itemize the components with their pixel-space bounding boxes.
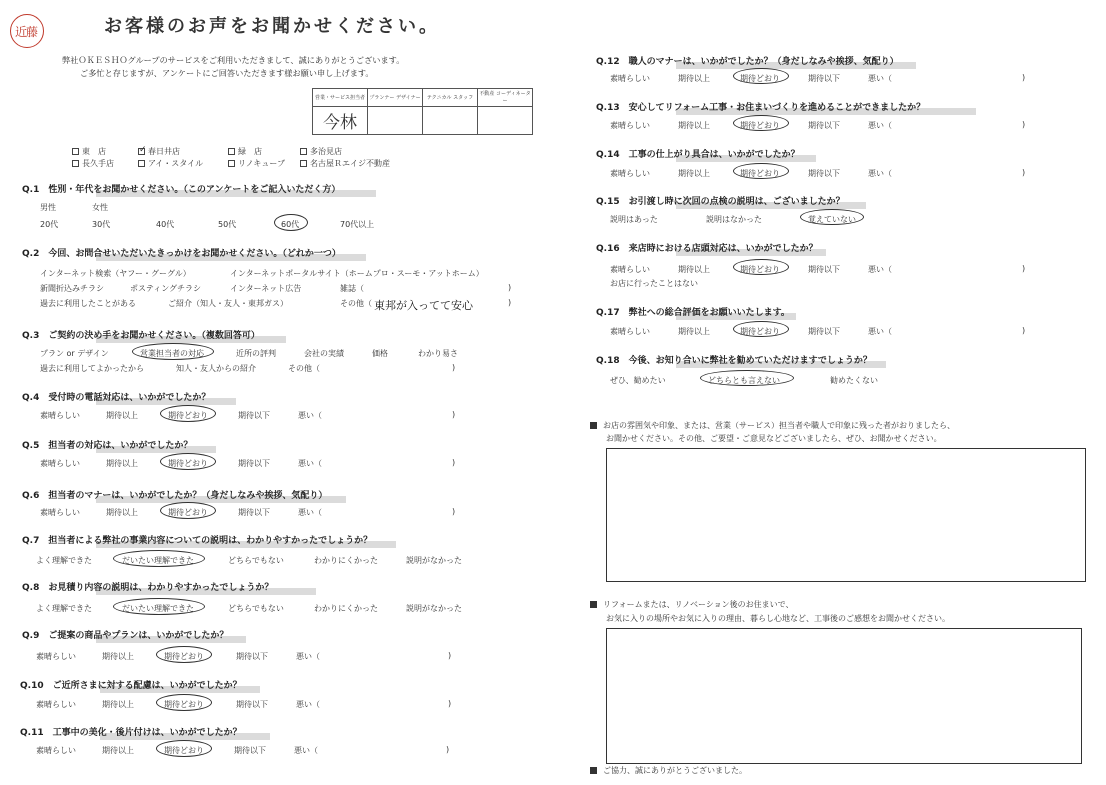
square-bullet-icon <box>590 601 597 608</box>
q3-option-clarity[interactable]: わかり易さ <box>418 349 458 358</box>
q8-option-neutral[interactable]: どちらでもない <box>228 604 284 613</box>
q5-selected-circle <box>160 453 216 470</box>
q4-option-excellent[interactable]: 素晴らしい <box>40 411 80 420</box>
q3-selected-circle <box>132 343 214 360</box>
q2-option-portal[interactable]: インターネットポータルサイト（ホームプロ・スーモ・アットホーム） <box>230 269 484 278</box>
q3-option-staff[interactable]: 営業担当者の対応 <box>140 349 204 358</box>
store-checkbox-istyle[interactable] <box>138 158 203 169</box>
q9-question <box>22 628 228 641</box>
q10-bad-close: ) <box>448 699 452 708</box>
comment1-prompt-line1 <box>590 420 955 431</box>
q18-selected-circle <box>700 370 794 386</box>
q16-selected-circle <box>733 259 789 275</box>
square-bullet-icon <box>590 767 597 774</box>
q10-number: Q.10 <box>20 681 44 691</box>
q1-question <box>22 182 340 195</box>
q1-text: 性別・年代をお聞かせください。（このアンケートをご記入いただく方） <box>48 185 341 195</box>
checkbox-icon <box>72 160 79 167</box>
q14-number: Q.14 <box>596 150 620 160</box>
q9-option-bad[interactable]: 悪い（ <box>296 652 320 661</box>
q11-number: Q.11 <box>20 728 44 738</box>
q2-other-close: ) <box>508 298 512 307</box>
q12-selected-circle <box>733 68 789 84</box>
checkbox-icon <box>72 148 79 155</box>
q12-text: 職人のマナーは、いかがでしたか？（身だしなみや挨拶、気配り） <box>628 57 899 67</box>
comment1-prompt-line2: お聞かせください。その他、ご要望・ご意見などございましたら、ぜひ、お聞かせください。 <box>606 434 942 443</box>
q9-selected-circle <box>156 646 212 663</box>
q18-question <box>596 353 872 366</box>
staff-value-technical[interactable] <box>423 107 478 135</box>
q11-bad-close: ) <box>446 745 450 754</box>
q5-option-excellent[interactable]: 素晴らしい <box>40 459 80 468</box>
q14-option-above[interactable]: 期待以上 <box>678 169 710 178</box>
store-checkbox-kasugai[interactable] <box>138 146 180 157</box>
checkbox-icon <box>228 148 235 155</box>
store-checkbox-higashi[interactable] <box>72 146 106 157</box>
store-label: 長久手店 <box>82 159 114 168</box>
store-checkbox-nagoya-r[interactable] <box>300 158 390 169</box>
intro-line-2: ご多忙と存じますが、アンケートにご回答いただきます様お願い申し上げます。 <box>80 68 374 78</box>
q1-option-20s[interactable]: 20代 <box>40 220 59 229</box>
q6-bad-close: ) <box>452 507 456 516</box>
q12-option-above[interactable]: 期待以上 <box>678 74 710 83</box>
q4-option-above[interactable]: 期待以上 <box>106 411 138 420</box>
q16-option-bad[interactable]: 悪い（ <box>868 265 892 274</box>
q13-text: 安心してリフォーム工事・お住まいづくりを進めることができましたか？ <box>628 103 926 113</box>
q16-question <box>596 241 818 254</box>
staff-header-realestate: 不動産 コーディネーター <box>478 89 533 107</box>
q17-option-bad[interactable]: 悪い（ <box>868 327 892 336</box>
staff-value-realestate[interactable] <box>478 107 533 135</box>
q4-bad-close: ) <box>452 410 456 419</box>
q10-option-above[interactable]: 期待以上 <box>102 700 134 709</box>
q8-number: Q.8 <box>22 583 40 593</box>
check-mark-icon: ✓ <box>139 145 147 155</box>
store-label: 名古屋Ｒエイジ不動産 <box>310 159 390 168</box>
checkbox-icon <box>228 160 235 167</box>
q16-option-expected[interactable]: 期待どおり <box>740 265 780 274</box>
store-checkbox-renocube[interactable] <box>228 158 285 169</box>
q7-option-none[interactable]: 説明がなかった <box>406 556 462 565</box>
checkbox-icon <box>300 148 307 155</box>
q5-question <box>22 438 192 451</box>
q18-number: Q.18 <box>596 356 620 366</box>
q4-selected-circle <box>160 405 216 422</box>
comment1-text1: お店の雰囲気や印象、または、営業（サービス）担当者や職人で印象に残った者がおりましたら、 <box>603 421 955 430</box>
q15-number: Q.15 <box>596 197 620 207</box>
q13-option-above[interactable]: 期待以上 <box>678 121 710 130</box>
q14-option-expected[interactable]: 期待どおり <box>740 169 780 178</box>
q2-text: 今回、お問合せいただいたきっかけをお聞かせください。（どれか一つ） <box>48 249 341 259</box>
comment2-prompt-line2: お気に入りの場所やお気に入りの理由、暮らし心地など、工事後のご感想をお聞かせください。 <box>606 614 950 623</box>
q13-selected-circle <box>733 115 789 131</box>
q4-text: 受付時の電話対応は、いかがでしたか？ <box>48 393 211 403</box>
q4-number: Q.4 <box>22 393 40 403</box>
page-title: お客様のお声をお聞かせください。 <box>104 16 440 37</box>
q5-number: Q.5 <box>22 441 40 451</box>
comment2-text1: リフォームまたは、リノベーション後のお住まいで、 <box>603 600 794 609</box>
q11-option-bad[interactable]: 悪い（ <box>294 746 318 755</box>
q7-option-neutral[interactable]: どちらでもない <box>228 556 284 565</box>
q12-option-bad[interactable]: 悪い（ <box>868 74 892 83</box>
q10-text: ご近所さまに対する配慮は、いかがでしたか？ <box>52 681 242 691</box>
q3-option-price[interactable]: 価格 <box>372 349 388 358</box>
q10-question <box>20 678 242 691</box>
q16-option-above[interactable]: 期待以上 <box>678 265 710 274</box>
q18-option-not-recommend[interactable]: 勧めたくない <box>830 376 878 385</box>
store-label: 東 店 <box>82 147 106 156</box>
q15-option-dontremember[interactable]: 覚えていない <box>808 215 856 224</box>
q2-option-referral[interactable]: ご紹介（知人・友人・東邦ガス） <box>168 299 288 308</box>
checkbox-checked-icon <box>138 145 147 155</box>
q17-option-above[interactable]: 期待以上 <box>678 327 710 336</box>
q18-option-recommend[interactable]: ぜひ、勧めたい <box>610 376 666 385</box>
q9-option-above[interactable]: 期待以上 <box>102 652 134 661</box>
thanks-message <box>590 765 747 776</box>
q2-option-other[interactable]: その他（ <box>340 299 372 308</box>
q4-option-below[interactable]: 期待以下 <box>238 411 270 420</box>
q12-bad-close: ) <box>1022 73 1026 82</box>
square-bullet-icon <box>590 422 597 429</box>
q12-number: Q.12 <box>596 57 620 67</box>
q2-option-posting[interactable]: ポスティングチラシ <box>130 284 202 293</box>
q8-option-none[interactable]: 説明がなかった <box>406 604 462 613</box>
q6-number: Q.6 <box>22 491 40 501</box>
q7-text: 担当者による弊社の事業内容についての説明は、わかりやすかったでしょうか？ <box>48 536 373 546</box>
q15-question <box>596 194 845 207</box>
q12-option-excellent[interactable]: 素晴らしい <box>610 74 650 83</box>
q11-question <box>20 725 242 738</box>
q1-option-50s[interactable]: 50代 <box>218 220 237 229</box>
q10-option-bad[interactable]: 悪い（ <box>296 700 320 709</box>
q1-option-male[interactable]: 男性 <box>40 203 56 212</box>
q2-option-search[interactable]: インターネット検索（ヤフー・グーグル） <box>40 269 191 278</box>
q17-option-excellent[interactable]: 素晴らしい <box>610 327 650 336</box>
q2-option-magazine[interactable]: 雑誌（ <box>340 284 364 293</box>
q12-option-below[interactable]: 期待以下 <box>808 74 840 83</box>
staff-header-planner: プランナー デザイナー <box>368 89 423 107</box>
checkbox-icon <box>300 160 307 167</box>
q11-option-excellent[interactable]: 素晴らしい <box>36 746 76 755</box>
q18-text: 今後、お知り合いに弊社を勧めていただけますでしょうか？ <box>628 356 872 366</box>
q5-option-above[interactable]: 期待以上 <box>106 459 138 468</box>
q16-bad-close: ) <box>1022 264 1026 273</box>
q1-option-30s[interactable]: 30代 <box>92 220 111 229</box>
q5-text: 担当者の対応は、いかがでしたか？ <box>48 441 193 451</box>
q8-option-mostly[interactable]: だいたい理解できた <box>122 604 194 613</box>
store-label: 春日井店 <box>148 147 180 156</box>
q6-option-bad[interactable]: 悪い（ <box>298 508 322 517</box>
q6-option-above[interactable]: 期待以上 <box>106 508 138 517</box>
q9-option-excellent[interactable]: 素晴らしい <box>36 652 76 661</box>
q4-option-expected[interactable]: 期待どおり <box>168 411 208 420</box>
q1-option-female[interactable]: 女性 <box>92 203 108 212</box>
q11-option-above[interactable]: 期待以上 <box>102 746 134 755</box>
q3-text: ご契約の決め手をお聞かせください。（複数回答可） <box>48 331 260 341</box>
q3-option-plan[interactable]: プラン or デザイン <box>40 349 109 358</box>
q16-number: Q.16 <box>596 244 620 254</box>
q3-option-record[interactable]: 会社の実績 <box>304 349 344 358</box>
q11-selected-circle <box>156 740 212 757</box>
q9-number: Q.9 <box>22 631 40 641</box>
q16-option-excellent[interactable]: 素晴らしい <box>610 265 650 274</box>
q7-question <box>22 533 372 546</box>
q16-option-below[interactable]: 期待以下 <box>808 265 840 274</box>
q2-question <box>22 246 341 259</box>
q2-handwritten-answer[interactable]: 東邦が入ってて安心 <box>374 299 473 312</box>
q11-text: 工事中の美化・後片付けは、いかがでしたか？ <box>52 728 242 738</box>
q14-text: 工事の仕上がり具合は、いかがでしたか？ <box>628 150 800 160</box>
q6-option-excellent[interactable]: 素晴らしい <box>40 508 80 517</box>
q1-selected-circle <box>274 214 308 231</box>
q2-option-past[interactable]: 過去に利用したことがある <box>40 299 136 308</box>
q14-option-bad[interactable]: 悪い（ <box>868 169 892 178</box>
q17-number: Q.17 <box>596 308 620 318</box>
q2-option-newspaper[interactable]: 新聞折込みチラシ <box>40 284 104 293</box>
store-checkbox-tajimi[interactable] <box>300 146 342 157</box>
q8-selected-circle <box>113 598 205 615</box>
q14-bad-close: ) <box>1022 168 1026 177</box>
q17-selected-circle <box>733 321 789 337</box>
q3-option-referral[interactable]: 知人・友人からの紹介 <box>176 364 256 373</box>
q5-bad-close: ) <box>452 458 456 467</box>
q9-option-below[interactable]: 期待以下 <box>236 652 268 661</box>
q1-option-40s[interactable]: 40代 <box>156 220 175 229</box>
q4-question <box>22 390 210 403</box>
q10-selected-circle <box>156 694 212 711</box>
q5-option-below[interactable]: 期待以下 <box>238 459 270 468</box>
staff-value-planner[interactable] <box>368 107 423 135</box>
q8-text: お見積り内容の説明は、わかりやすかったでしょうか？ <box>48 583 274 593</box>
q16-text: 来店時における店頭対応は、いかがでしたか？ <box>628 244 818 254</box>
q17-question <box>596 305 790 318</box>
q5-option-bad[interactable]: 悪い（ <box>298 459 322 468</box>
store-label: 多治見店 <box>310 147 342 156</box>
q15-selected-circle <box>800 209 864 225</box>
q9-bad-close: ) <box>448 651 452 660</box>
q6-selected-circle <box>160 502 216 519</box>
q13-option-excellent[interactable]: 素晴らしい <box>610 121 650 130</box>
q8-option-well[interactable]: よく理解できた <box>36 604 92 613</box>
q3-other-close: ) <box>452 363 456 372</box>
q1-option-60s[interactable]: 60代 <box>281 220 300 229</box>
q7-option-well[interactable]: よく理解できた <box>36 556 92 565</box>
company-stamp <box>10 14 44 48</box>
q17-bad-close: ) <box>1022 326 1026 335</box>
q15-text: お引渡し時に次回の点検の説明は、ございましたか？ <box>628 197 845 207</box>
q3-option-other[interactable]: その他（ <box>288 364 320 373</box>
store-label: リノキューブ <box>238 159 285 168</box>
q3-question <box>22 328 260 341</box>
q12-option-expected[interactable]: 期待どおり <box>740 74 780 83</box>
q2-option-ad[interactable]: インターネット広告 <box>230 284 302 293</box>
staff-value-sales[interactable]: 今林 <box>313 107 368 135</box>
q16-option-never-visited[interactable]: お店に行ったことはない <box>610 279 698 288</box>
staff-table <box>312 88 533 135</box>
q2-magazine-close: ) <box>508 283 512 292</box>
store-label: アイ・スタイル <box>148 159 204 168</box>
stamp-text: 近藤 <box>15 25 38 39</box>
q14-question <box>596 147 800 160</box>
q17-option-below[interactable]: 期待以下 <box>808 327 840 336</box>
q8-option-hard[interactable]: わかりにくかった <box>314 604 378 613</box>
q5-option-expected[interactable]: 期待どおり <box>168 459 208 468</box>
q6-option-expected[interactable]: 期待どおり <box>168 508 208 517</box>
q13-question <box>596 100 925 113</box>
q14-option-below[interactable]: 期待以下 <box>808 169 840 178</box>
q13-option-below[interactable]: 期待以下 <box>808 121 840 130</box>
q11-option-expected[interactable]: 期待どおり <box>164 746 204 755</box>
staff-header-sales: 営業・サービス担当者 <box>313 89 368 107</box>
q10-option-expected[interactable]: 期待どおり <box>164 700 204 709</box>
q6-option-below[interactable]: 期待以下 <box>238 508 270 517</box>
q15-option-no[interactable]: 説明はなかった <box>706 215 762 224</box>
q15-option-yes[interactable]: 説明はあった <box>610 215 658 224</box>
q8-question <box>22 580 273 593</box>
q2-number: Q.2 <box>22 249 40 259</box>
q7-selected-circle <box>113 550 205 567</box>
q13-option-bad[interactable]: 悪い（ <box>868 121 892 130</box>
comment2-prompt-line1 <box>590 599 793 610</box>
q3-option-reputation[interactable]: 近所の評判 <box>236 349 276 358</box>
q12-question <box>596 54 899 67</box>
q10-option-below[interactable]: 期待以下 <box>236 700 268 709</box>
q10-option-excellent[interactable]: 素晴らしい <box>36 700 76 709</box>
q13-option-expected[interactable]: 期待どおり <box>740 121 780 130</box>
q9-text: ご提案の商品やプランは、いかがでしたか？ <box>48 631 229 641</box>
q3-number: Q.3 <box>22 331 40 341</box>
q6-text: 担当者のマナーは、いかがでしたか？（身だしなみや挨拶、気配り） <box>48 491 328 501</box>
q1-option-70s[interactable]: 70代以上 <box>340 220 375 229</box>
store-checkbox-midori[interactable] <box>228 146 262 157</box>
q7-number: Q.7 <box>22 536 40 546</box>
q7-option-mostly[interactable]: だいたい理解できた <box>122 556 194 565</box>
q9-option-expected[interactable]: 期待どおり <box>164 652 204 661</box>
q18-option-neutral[interactable]: どちらとも言えない <box>708 376 780 385</box>
q14-selected-circle <box>733 163 789 179</box>
q14-option-excellent[interactable]: 素晴らしい <box>610 169 650 178</box>
q6-question <box>22 488 327 501</box>
q4-option-bad[interactable]: 悪い（ <box>298 411 322 420</box>
comment2-textarea[interactable] <box>606 628 1082 764</box>
q13-number: Q.13 <box>596 103 620 113</box>
thanks-text: ご協力、誠にありがとうございました。 <box>603 766 747 775</box>
q17-option-expected[interactable]: 期待どおり <box>740 327 780 336</box>
q17-text: 弊社への総合評価をお願いいたします。 <box>628 308 790 318</box>
q1-number: Q.1 <box>22 185 40 195</box>
q7-option-hard[interactable]: わかりにくかった <box>314 556 378 565</box>
q3-option-past[interactable]: 過去に利用してよかったから <box>40 364 144 373</box>
comment1-textarea[interactable] <box>606 448 1086 582</box>
store-checkbox-nagakute[interactable] <box>72 158 114 169</box>
q11-option-below[interactable]: 期待以下 <box>234 746 266 755</box>
q13-bad-close: ) <box>1022 120 1026 129</box>
store-label: 緑 店 <box>238 147 262 156</box>
staff-header-technical: テクニカル スタッフ <box>423 89 478 107</box>
checkbox-icon <box>138 160 145 167</box>
intro-line-1: 弊社ＯＫＥＳＨＯグループのサービスをご利用いただきまして、誠にありがとうございます。 <box>62 55 405 65</box>
